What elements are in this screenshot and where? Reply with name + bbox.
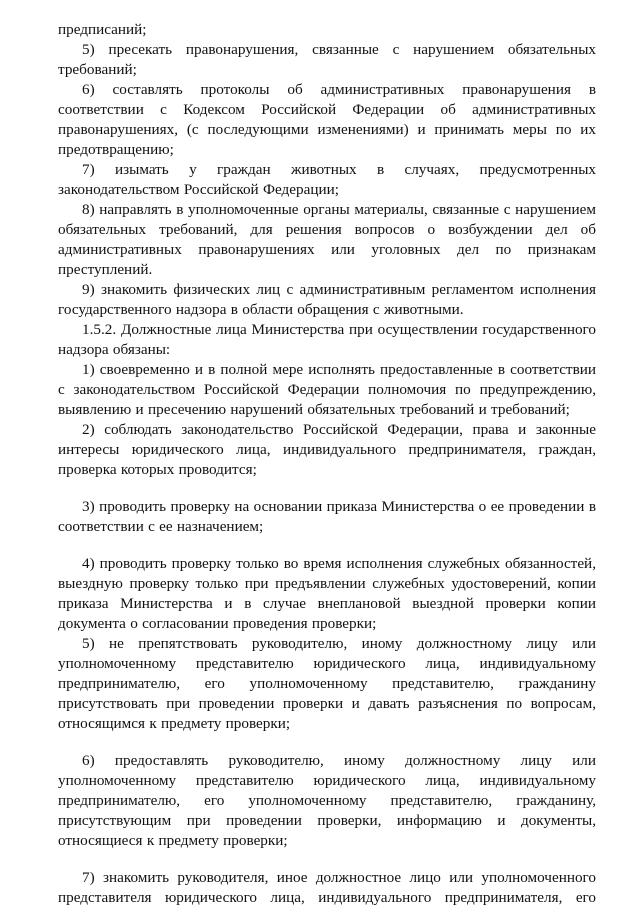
paragraph-duty-3: 3) проводить проверку на основании приказа Министерства о ее проведении в соответствии с ее назначением; [58, 498, 596, 535]
paragraph-item-8-send-materials: 8) направлять в уполномоченные органы материалы, связанные с нарушением обязательных требований, для решения вопросов о возбуждении дел об административных правонарушениях или уголовных дел по признакам преступлений. [58, 201, 596, 278]
paragraph-duty-4: 4) проводить проверку только во время исполнения служебных обязанностей, выездную проверку только при предъявлении служебных удостоверений, копии приказа Министерства и в случае внеплановой выездной проверки копии документа о согласовании проведения проверки; [58, 555, 596, 632]
paragraph-duty-2: 2) соблюдать законодательство Российской Федерации, права и законные интересы юридического лица, индивидуального предпринимателя, граждан, проверка которых проводится; [58, 421, 596, 478]
paragraph-item-9-familiarize: 9) знакомить физических лиц с административным регламентом исполнения государственного надзора в области обращения с животными. [58, 281, 596, 318]
paragraph-duty-6: 6) предоставлять руководителю, иному должностному лицу или уполномоченному представителю юридического лица, индивидуальному предпринимателю, его уполномоченному представителю, гражданину, присутствующим при проведении проверки, информацию и документы, относящиеся к предмету проверки; [58, 752, 596, 849]
paragraph-duty-7: 7) знакомить руководителя, иное должностное лицо или уполномоченного представителя юридического лица, индивидуального предпринимателя, его [58, 869, 596, 906]
document-body [58, 20, 596, 908]
paragraph-section-1-5-2: 1.5.2. Должностные лица Министерства при осуществлении государственного надзора обязаны: [58, 321, 596, 358]
paragraph-item-5-suppress-violations: 5) пресекать правонарушения, связанные с нарушением обязательных требований; [58, 41, 596, 78]
paragraph-duty-1: 1) своевременно и в полной мере исполнять предоставленные в соответствии с законодательством Российской Федерации полномочия по предупреждению, выявлению и пресечению нарушений обязательных требований и требований; [58, 361, 596, 418]
paragraph-item-6-protocols: 6) составлять протоколы об административных правонарушения в соответствии с Кодексом Российской Федерации об административных правонарушениях, (с последующими изменениями) и принимать меры по их предотвращению; [58, 81, 596, 158]
paragraph-continuation: предписаний; [58, 21, 147, 38]
paragraph-item-7-seize-animals: 7) изымать у граждан животных в случаях, предусмотренных законодательством Российской Федерации; [58, 161, 596, 198]
paragraph-duty-5: 5) не препятствовать руководителю, иному должностному лицу или уполномоченному представителю юридического лица, индивидуальному предпринимателю, его уполномоченному представителю, гражданину присутствовать при проведении проверки и давать разъяснения по вопросам, относящимся к предмету проверки; [58, 635, 596, 732]
